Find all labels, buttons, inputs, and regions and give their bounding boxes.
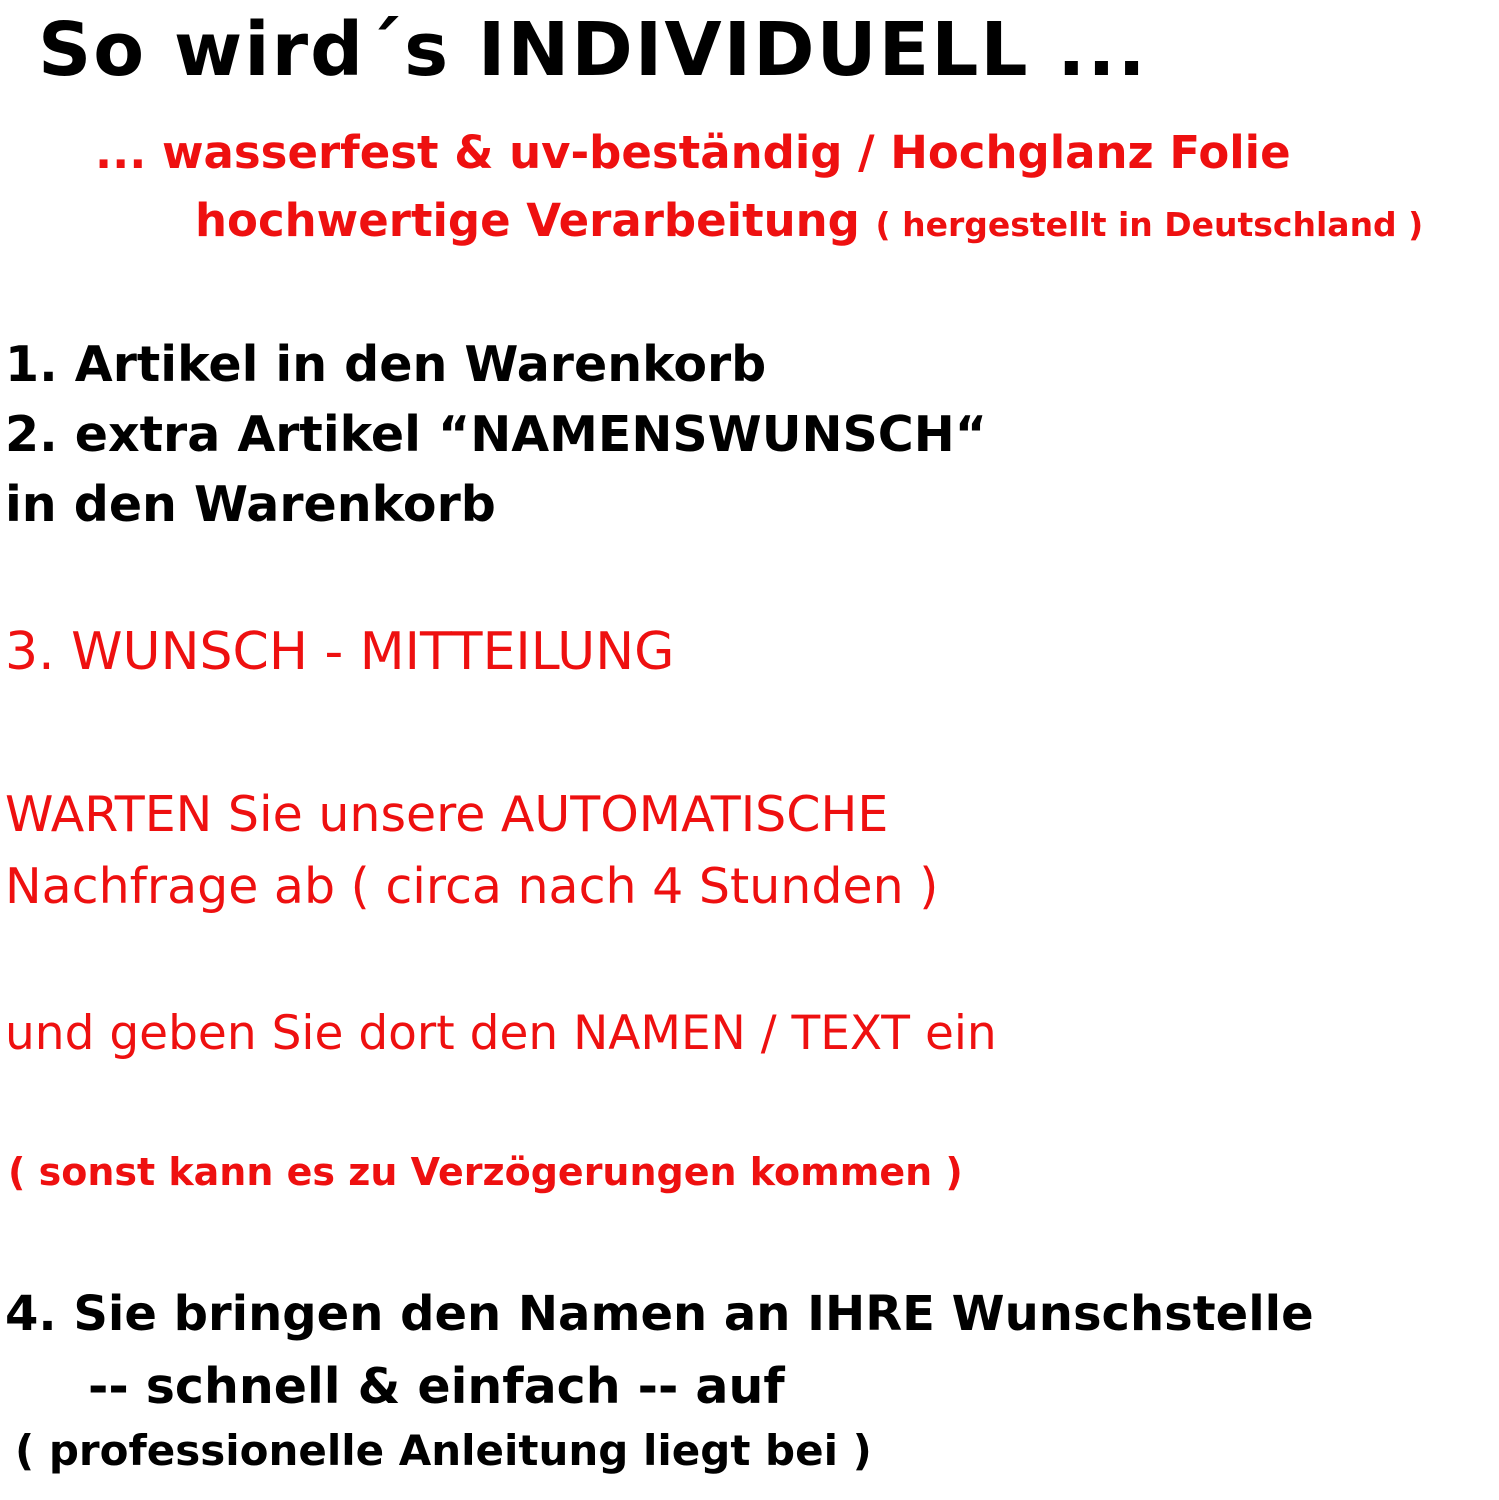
step-4-apply-name-line-1: 4. Sie bringen den Namen an IHRE Wunschstelle — [5, 1286, 1314, 1342]
step-4-apply-name-line-2: -- schnell & einfach -- auf — [88, 1358, 785, 1415]
delay-warning-note: ( sonst kann es zu Verzögerungen kommen ) — [8, 1150, 963, 1194]
step-3-wish-message-heading: 3. WUNSCH - MITTEILUNG — [5, 622, 675, 682]
page-title: So wird´s INDIVIDUELL ... — [38, 7, 1148, 93]
made-in-germany-note: ( hergestellt in Deutschland ) — [875, 205, 1424, 244]
step-1-add-to-cart: 1. Artikel in den Warenkorb — [5, 336, 767, 393]
step-2-extra-article-line-2: in den Warenkorb — [5, 476, 496, 533]
instruction-included-note: ( professionelle Anleitung liegt bei ) — [15, 1426, 872, 1475]
name-text-entry-line: und geben Sie dort den NAMEN / TEXT ein — [5, 1006, 997, 1061]
wait-notice-line-2: Nachfrage ab ( circa nach 4 Stunden ) — [5, 858, 939, 915]
wait-notice-line-1: WARTEN Sie unsere AUTOMATISCHE — [5, 786, 889, 843]
step-2-extra-article-line-1: 2. extra Artikel “NAMENSWUNSCH“ — [5, 406, 987, 463]
feature-line-waterproof: ... wasserfest & uv-beständig / Hochglanz Folie — [95, 126, 1291, 179]
feature-line-quality — [195, 196, 1423, 246]
feature-line-quality-main: hochwertige Verarbeitung — [195, 194, 876, 247]
